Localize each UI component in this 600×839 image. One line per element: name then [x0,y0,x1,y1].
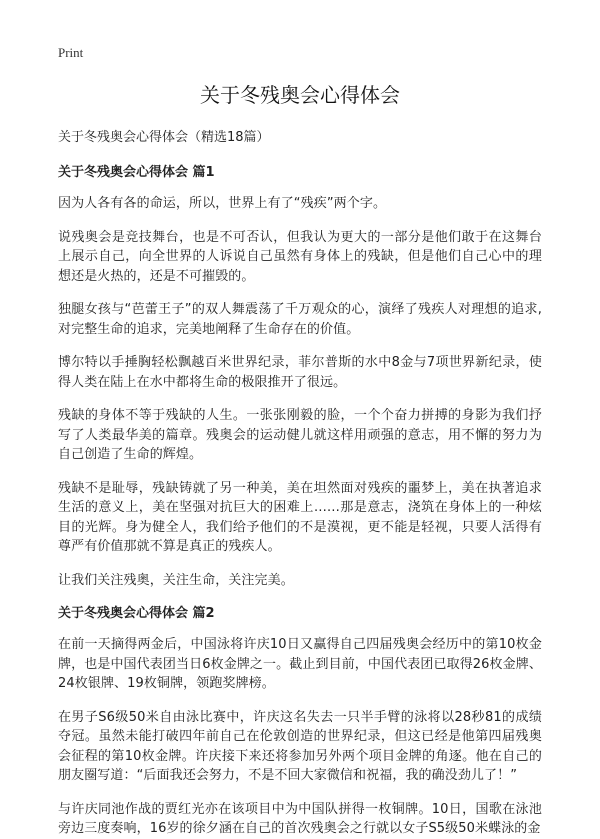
page-title: 关于冬残奥会心得体会 [200,83,400,107]
paragraph: 因为人各有各的命运，所以，世界上有了“残疾”两个字。 [58,196,387,211]
paragraph: 说残奥会是竞技舞台，也是不可否认，但我认为更大的一部分是他们敢于在这舞台上展示自己，向全世界的人诉说自己虽然有身体上的残缺，但是他们自己心中的理想还是火热的，还是不可摧毁的。 [58,229,542,284]
paragraph: 残缺的身体不等于残缺的人生。一张张刚毅的脸，一个个奋力拼搏的身影为我们抒写了人类最华美的篇章。残奥会的运动健儿就这样用顽强的意志，用不懈的努力为自己创造了生命的辉煌。 [58,408,542,462]
paragraph: 残缺不是耻辱，残缺铸就了另一种美，美在坦然面对残疾的噩梦上，美在执著追求生活的意义上，美在坚强对抗巨大的困难上……那是意志，浇筑在身体上的一种炫目的光辉。身为健全人，我们给予他们的不是漠视，更不能是轻视，只要人活得有尊严有价值那就不算是真正的残疾人。 [58,480,542,554]
print-link[interactable]: Print [58,45,84,60]
article-subtitle: 关于冬残奥会心得体会（精选18篇） [58,130,270,145]
paragraph: 与许庆同池作战的贾红光亦在该项目中为中国队拼得一枚铜牌。10日，国歌在泳池旁边三度奏响，16岁的徐夕涵在自己的首次残奥会之行就以女子S5级50米蝶泳的金 [58,801,542,836]
section-1 [58,163,542,590]
paragraph: 让我们关注残奥，关注生命，关注完美。 [58,572,294,588]
paragraph: 独腿女孩与“芭蕾王子”的双人舞震荡了千万观众的心，演绎了残疾人对理想的追求,对完整生命的追求，完美地阐释了生命存在的价值。 [58,302,542,337]
paragraph: 在前一天摘得两金后，中国泳将许庆10日又赢得自己四届残奥会经历中的第10枚金牌，也是中国代表团当日6枚金牌之一。截止到目前，中国代表团已取得26枚金牌、24枚银牌、19枚铜牌，领跑奖牌榜。 [58,637,542,691]
section-2 [58,604,542,839]
section-heading: 关于冬残奥会心得体会 篇1 [58,165,215,180]
paragraph: 博尔特以手捶胸轻松飘越百米世界纪录，菲尔普斯的水中8金与7项世界新纪录，使得人类在陆上在水中都将生命的极限推开了很远。 [58,355,542,390]
paragraph: 在男子S6级50米自由泳比赛中，许庆这名失去一只半手臂的泳将以28秒81的成绩夺冠。虽然未能打破四年前自己在伦敦创造的世界纪录，但这已经是他第四届残奥会征程的第10枚金牌。许庆接下来还将参加另外两个项目金牌的角逐。他在自己的朋友圈写道：“后面我还会努力，不是不回大家微信和祝福，我的确没劲儿了！” [58,709,542,783]
section-heading: 关于冬残奥会心得体会 篇2 [58,606,215,621]
